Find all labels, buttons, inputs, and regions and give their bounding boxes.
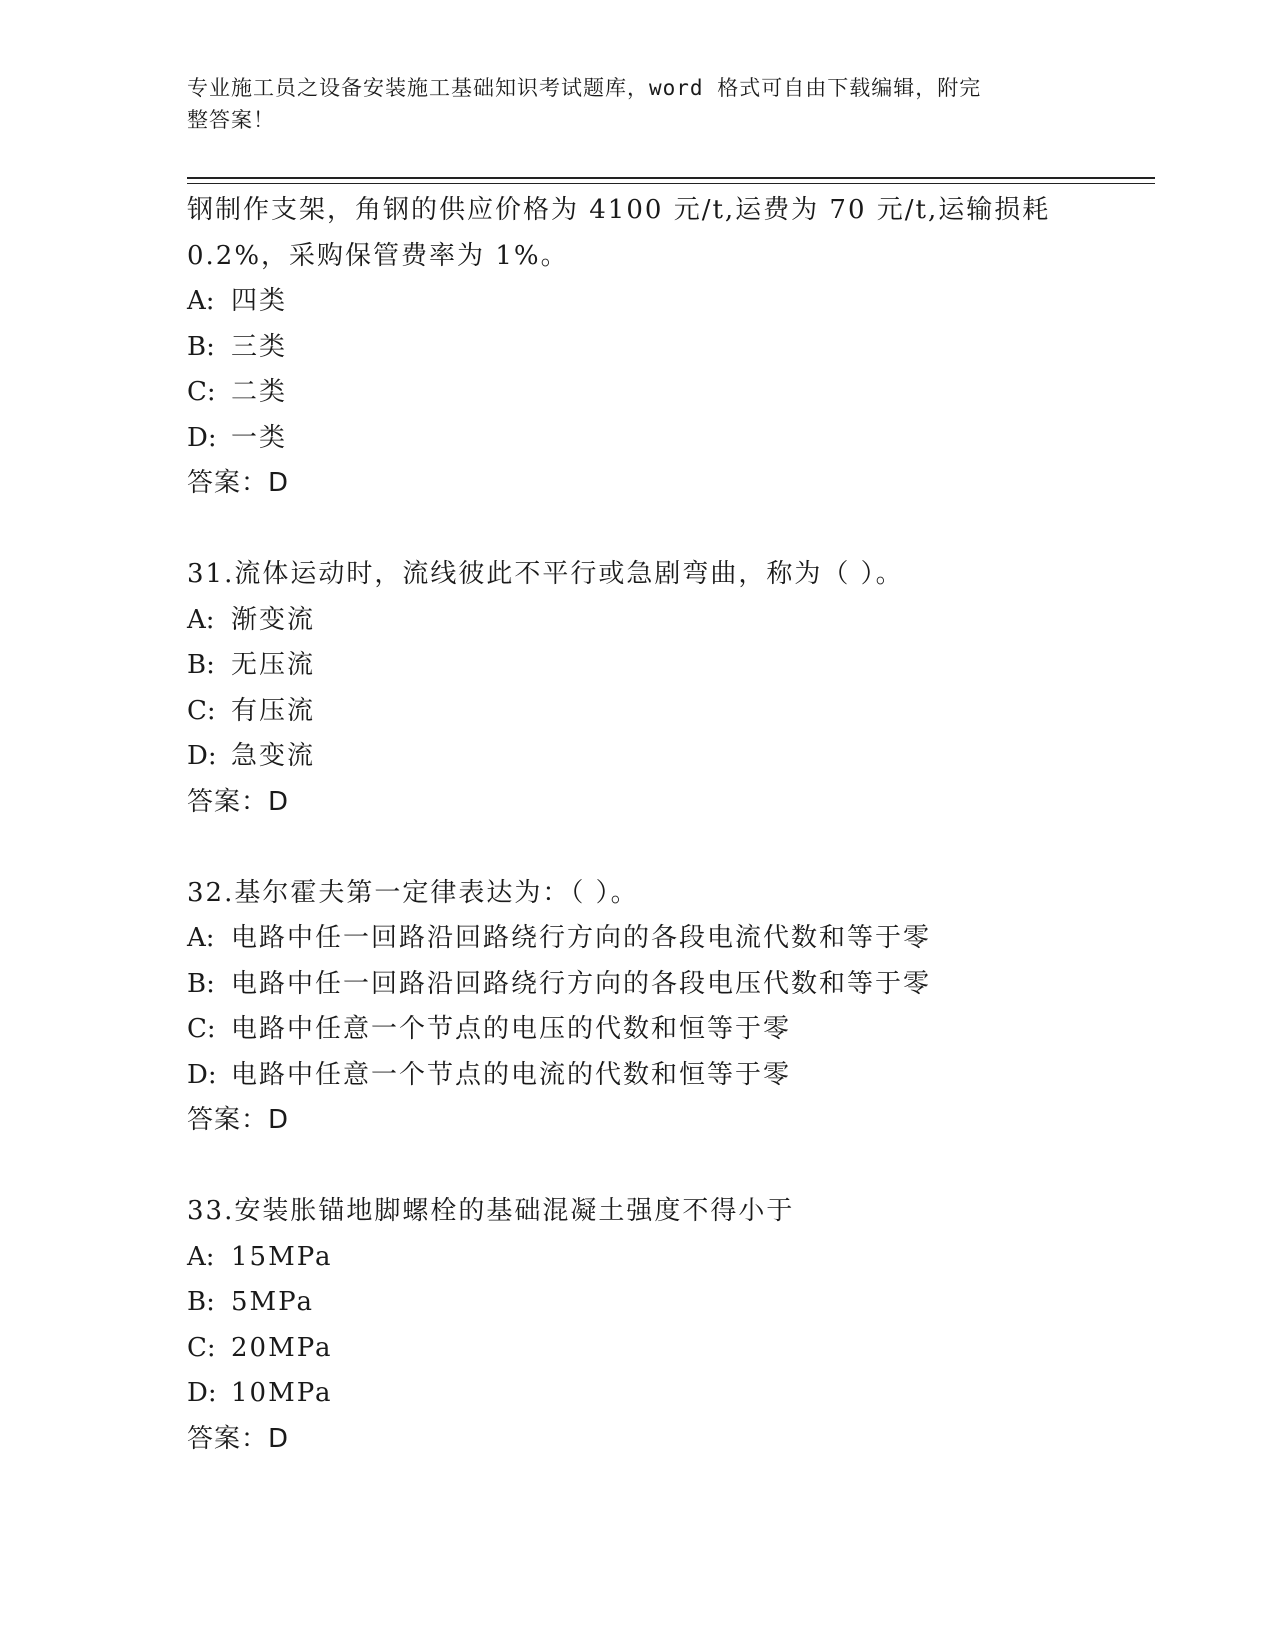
- option-label: A:: [187, 923, 215, 953]
- option-b: [187, 962, 1087, 1008]
- question-stem: 31.流体运动时，流线彼此不平行或急剧弯曲，称为（ ）。: [187, 559, 904, 589]
- option-label: B:: [187, 968, 215, 999]
- question-31: [187, 552, 1087, 825]
- option-c: [187, 689, 1087, 735]
- option-d: [187, 734, 1087, 780]
- option-label: A:: [187, 604, 215, 635]
- option-a: [187, 916, 1087, 962]
- option-text: 无压流: [231, 650, 316, 680]
- option-label: C:: [187, 1332, 216, 1363]
- answer-line: 答案：D: [187, 468, 290, 498]
- option-label: D:: [187, 422, 217, 453]
- option-b: [187, 1280, 1087, 1326]
- option-text: 三类: [231, 331, 288, 362]
- spacer: [187, 507, 1087, 553]
- option-b: [187, 643, 1087, 689]
- spacer: [187, 825, 1087, 871]
- answer-line: 答案：D: [187, 786, 290, 817]
- option-d: [187, 416, 1087, 462]
- answer-line: 答案：D: [187, 1105, 290, 1135]
- question-33: [187, 1189, 1087, 1462]
- option-text: 二类: [231, 377, 288, 407]
- option-c: [187, 370, 1087, 416]
- header-divider-thin: [187, 183, 1155, 184]
- option-text: 15MPa: [231, 1241, 333, 1272]
- option-label: D:: [187, 1059, 217, 1090]
- header-divider-thick: [187, 177, 1155, 179]
- option-label: C:: [187, 377, 216, 407]
- question-stem: 33.安装胀锚地脚螺栓的基础混凝土强度不得小于: [187, 1196, 795, 1226]
- option-c: [187, 1007, 1087, 1053]
- option-a: [187, 279, 1087, 325]
- question-32: [187, 871, 1087, 1144]
- option-text: 四类: [231, 286, 288, 316]
- question-continued: [187, 188, 1087, 507]
- option-label: A:: [187, 286, 215, 316]
- header-line-2: 整答案！: [187, 108, 275, 132]
- option-label: D:: [187, 741, 217, 771]
- question-stem-continued-line-2: 0.2%，采购保管费率为 1%。: [187, 240, 569, 271]
- option-text: 电路中任一回路沿回路绕行方向的各段电压代数和等于零: [231, 968, 932, 999]
- question-content: [187, 188, 1087, 1462]
- option-text: 电路中任意一个节点的电压的代数和恒等于零: [231, 1014, 792, 1044]
- option-label: C:: [187, 1014, 216, 1044]
- option-c: [187, 1326, 1087, 1372]
- option-label: D:: [187, 1378, 217, 1408]
- option-b: [187, 325, 1087, 371]
- answer-line: 答案：D: [187, 1423, 290, 1454]
- option-label: C:: [187, 695, 216, 726]
- option-d: [187, 1371, 1087, 1417]
- option-a: [187, 1235, 1087, 1281]
- option-text: 电路中任意一个节点的电流的代数和恒等于零: [231, 1059, 792, 1090]
- question-stem: 32.基尔霍夫第一定律表达为：（ ）。: [187, 877, 639, 908]
- option-text: 一类: [231, 422, 288, 453]
- option-text: 电路中任一回路沿回路绕行方向的各段电流代数和等于零: [231, 923, 932, 953]
- option-text: 急变流: [231, 741, 316, 771]
- question-stem-continued-line-1: 钢制作支架，角钢的供应价格为 4100 元/t,运费为 70 元/t,运输损耗: [187, 195, 1051, 225]
- option-text: 渐变流: [231, 604, 316, 635]
- option-text: 10MPa: [231, 1378, 333, 1408]
- option-text: 有压流: [231, 695, 316, 726]
- option-a: [187, 598, 1087, 644]
- option-d: [187, 1053, 1087, 1099]
- option-text: 5MPa: [231, 1287, 314, 1317]
- header-line-1: 专业施工员之设备安装施工基础知识考试题库，word 格式可自由下载编辑，附完: [187, 76, 982, 100]
- document-header: [187, 72, 1067, 136]
- option-label: B:: [187, 1287, 215, 1317]
- spacer: [187, 1144, 1087, 1190]
- option-text: 20MPa: [231, 1332, 333, 1363]
- option-label: B:: [187, 650, 215, 680]
- option-label: B:: [187, 331, 215, 362]
- option-label: A:: [187, 1241, 215, 1272]
